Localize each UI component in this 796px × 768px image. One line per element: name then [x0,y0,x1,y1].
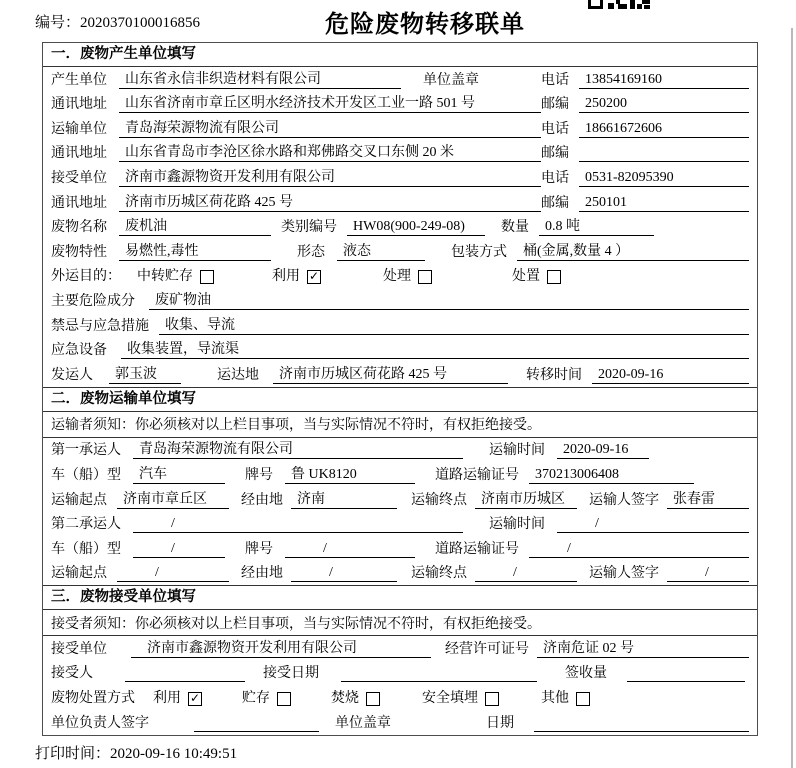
disposal-option-landfill [422,687,499,707]
disposal-option-label: 贮存 [242,691,270,707]
terminus1-value: 济南市历城区 [475,488,577,509]
transfer-purpose-label: 外运目的： [51,269,121,285]
road-permit1-label: 道路运输证号 [435,467,519,483]
qr-code-icon [588,0,650,11]
accepting-unit-label: 接受单位 [51,641,107,657]
transporter-phone-value: 18661672606 [579,121,749,138]
transfer-time-value: 2020-09-16 [592,367,749,384]
disposal-option-incinerate [331,687,380,707]
transporter-zip-label: 邮编 [541,146,569,162]
packing-method-label: 包装方式 [451,244,507,260]
producer-unit-value: 山东省永信非织造材料有限公司 [119,68,401,89]
receiver-phone-label: 电话 [541,170,569,186]
producer-unit-label: 产生单位 [51,72,107,88]
carrier1-row [43,438,757,463]
emergency-equipment-row [43,338,757,363]
purpose-checkbox-transfer-storage[interactable] [200,270,214,284]
producer-phone-value: 13854169160 [579,72,749,89]
via2-value: / [291,565,397,582]
taboo-measures-row [43,313,757,338]
vehicle1-value: 汽车 [133,463,225,484]
received-qty-value [627,665,745,682]
taboo-measures-value: 收集、导流 [159,314,749,335]
purpose-option-label: 中转贮存 [137,269,193,285]
disposal-checkbox-landfill[interactable] [485,692,499,706]
print-time [35,742,237,763]
unit-seal2-label: 单位盖章 [335,715,391,731]
purpose-option-utilize [272,265,321,285]
transporter-address-label: 通讯地址 [51,146,107,162]
route1-row [43,487,757,512]
document-number-label: 编号： [35,15,81,31]
disposal-option-label: 利用 [153,691,181,707]
terminus2-value: / [475,565,577,582]
waste-name-row [43,215,757,240]
disposal-option-utilize [153,687,202,707]
waste-traits-value: 易燃性,毒性 [119,240,271,261]
road-permit1-value: 370213006408 [529,467,694,484]
receiver-address-row [43,190,757,215]
producer-zip-label: 邮编 [541,97,569,113]
transport-time1-label: 运输时间 [489,443,545,459]
transporter-phone-label: 电话 [541,121,569,137]
destination-value: 济南市历城区荷花路 425 号 [273,363,508,384]
transport-time2-label: 运输时间 [489,517,545,533]
physical-form-label: 形态 [297,244,325,260]
plate2-value: / [285,541,415,558]
producer-unit-row [43,67,757,92]
receiver-phone-value: 0531-82095390 [579,170,749,187]
physical-form-value: 液态 [337,240,425,261]
transporter-address-row [43,141,757,166]
road-permit2-value: / [529,541,749,558]
business-permit-label: 经营许可证号 [445,641,529,657]
waste-traits-row [43,239,757,264]
shipper-row [43,362,757,387]
purpose-option-treat [383,265,432,285]
hazard-component-row [43,288,757,313]
transfer-purpose-row [43,264,757,289]
via1-value: 济南 [291,488,397,509]
vehicle2-value: / [133,541,225,558]
transporter-zip-value [579,145,749,162]
purpose-checkbox-dispose[interactable] [547,270,561,284]
via2-label: 经由地 [241,566,283,582]
purpose-option-dispose [512,265,561,285]
taboo-measures-label: 禁忌与应急措施 [51,318,149,334]
vehicle2-row [43,536,757,561]
producer-address-row [43,92,757,117]
disposal-checkbox-store[interactable] [277,692,291,706]
waste-name-label: 废物名称 [51,220,107,236]
producer-phone-label: 电话 [541,72,569,88]
page-edge-line [791,28,793,768]
carrier-sign2-label: 运输人签字 [589,566,659,582]
print-time-value: 2020-09-16 10:49:51 [110,746,238,762]
shipper-label: 发运人 [51,367,93,383]
transfer-time-label: 转移时间 [526,367,582,383]
purpose-checkbox-treat[interactable] [418,270,432,284]
quantity-label: 数量 [501,220,529,236]
business-permit-value: 济南危证 02 号 [537,637,749,658]
vehicle1-row [43,462,757,487]
origin1-label: 运输起点 [51,492,107,508]
transport-time2-value: / [557,516,749,533]
responsible-sign-label: 单位负责人签字 [51,715,149,731]
transporter-unit-row [43,116,757,141]
document-number-value: 2020370100016856 [80,15,201,31]
received-qty-label: 签收量 [565,666,607,682]
manifest-form [42,42,758,736]
emergency-equipment-label: 应急设备 [51,343,107,359]
section1-heading: 一．废物产生单位填写 [43,43,757,67]
receiver-notice: 接受者须知：你必须核对以上栏目事项，当与实际情况不符时，有权拒绝接受。 [43,610,757,636]
disposal-option-label: 焚烧 [331,691,359,707]
section2-heading: 二．废物运输单位填写 [43,387,757,412]
producer-address-value: 山东省济南市章丘区明水经济技术开发区工业一路 501 号 [119,92,541,113]
purpose-option-label: 利用 [272,269,300,285]
receiver-zip-label: 邮编 [541,195,569,211]
terminus2-label: 运输终点 [411,566,467,582]
page-title: 危险废物转移联单 [325,12,525,38]
receiver-unit-row [43,165,757,190]
route2-row [43,561,757,586]
document-header [0,0,796,42]
carrier2-row [43,512,757,537]
print-time-label: 打印时间： [35,746,111,762]
vehicle1-label: 车（船）型 [51,467,121,483]
carrier2-value: / [133,516,463,533]
accept-date-value [341,665,537,682]
transporter-unit-value: 青岛海荣源物流有限公司 [119,117,541,138]
shipper-value: 郭玉波 [109,363,181,384]
transporter-address-value: 山东省青岛市李沧区徐水路和郑佛路交叉口东侧 20 米 [119,141,541,162]
disposal-method-row [43,685,757,710]
packing-method-value: 桶(金属,数量 4 ） [517,240,749,261]
checkmark: ✓ [308,269,320,284]
via1-label: 经由地 [241,492,283,508]
disposal-checkbox-utilize[interactable] [188,692,202,706]
transporter-unit-label: 运输单位 [51,121,107,137]
emergency-equipment-value: 收集装置，导流渠 [121,338,749,359]
carrier-sign1-value: 张春雷 [667,488,749,509]
disposal-option-other [541,687,590,707]
transport-time1-value: 2020-09-16 [557,442,649,459]
receiver-unit-label: 接受单位 [51,170,107,186]
carrier1-value: 青岛海荣源物流有限公司 [133,438,463,459]
carrier1-label: 第一承运人 [51,443,121,459]
accepting-unit-row [43,636,757,661]
receiver-zip-value: 250101 [579,195,749,212]
responsible-sign-row [43,710,757,735]
producer-address-label: 通讯地址 [51,97,107,113]
seal-date-label: 日期 [486,715,514,731]
hazard-component-value: 废矿物油 [149,289,749,310]
carrier2-label: 第二承运人 [51,517,121,533]
transporter-notice: 运输者须知：你必须核对以上栏目事项，当与实际情况不符时，有权拒绝接受。 [43,412,757,438]
carrier-sign1-label: 运输人签字 [589,492,659,508]
origin2-value: / [117,565,229,582]
producer-zip-value: 250200 [579,96,749,113]
road-permit2-label: 道路运输证号 [435,541,519,557]
plate1-label: 牌号 [245,467,273,483]
vehicle2-label: 车（船）型 [51,541,121,557]
unit-seal-label: 单位盖章 [423,72,479,88]
accept-date-label: 接受日期 [263,666,319,682]
accepting-unit-value: 济南市鑫源物资开发利用有限公司 [131,637,431,658]
quantity-value: 0.8 吨 [539,215,654,236]
waste-traits-label: 废物特性 [51,244,107,260]
receiver-address-label: 通讯地址 [51,195,107,211]
purpose-option-label: 处置 [512,269,540,285]
origin2-label: 运输起点 [51,566,107,582]
carrier-sign2-value: / [667,565,749,582]
waste-name-value: 废机油 [119,215,271,236]
disposal-checkbox-other[interactable] [576,692,590,706]
recipient-value [125,665,245,682]
recipient-row [43,661,757,686]
destination-label: 运达地 [217,367,259,383]
purpose-option-transfer-storage [137,265,214,285]
purpose-option-label: 处理 [383,269,411,285]
responsible-sign-value [194,715,319,732]
receiver-unit-value: 济南市鑫源物资开发利用有限公司 [119,166,541,187]
purpose-checkbox-utilize[interactable] [307,270,321,284]
disposal-checkbox-incinerate[interactable] [366,692,380,706]
plate1-value: 鲁 UK8120 [285,463,415,484]
disposal-option-label: 安全填埋 [422,691,478,707]
category-code-label: 类别编号 [281,220,337,236]
receiver-address-value: 济南市历城区荷花路 425 号 [119,191,541,212]
checkmark: ✓ [189,691,201,706]
disposal-option-label: 其他 [541,691,569,707]
disposal-method-label: 废物处置方式 [51,691,135,707]
disposal-option-store [242,687,291,707]
terminus1-label: 运输终点 [411,492,467,508]
section3-heading: 三．废物接受单位填写 [43,585,757,610]
category-code-value: HW08(900-249-08) [347,219,485,236]
recipient-label: 接受人 [51,666,93,682]
origin1-value: 济南市章丘区 [117,488,229,509]
seal-date-value [534,715,749,732]
plate2-label: 牌号 [245,541,273,557]
hazard-component-label: 主要危险成分 [51,293,135,309]
